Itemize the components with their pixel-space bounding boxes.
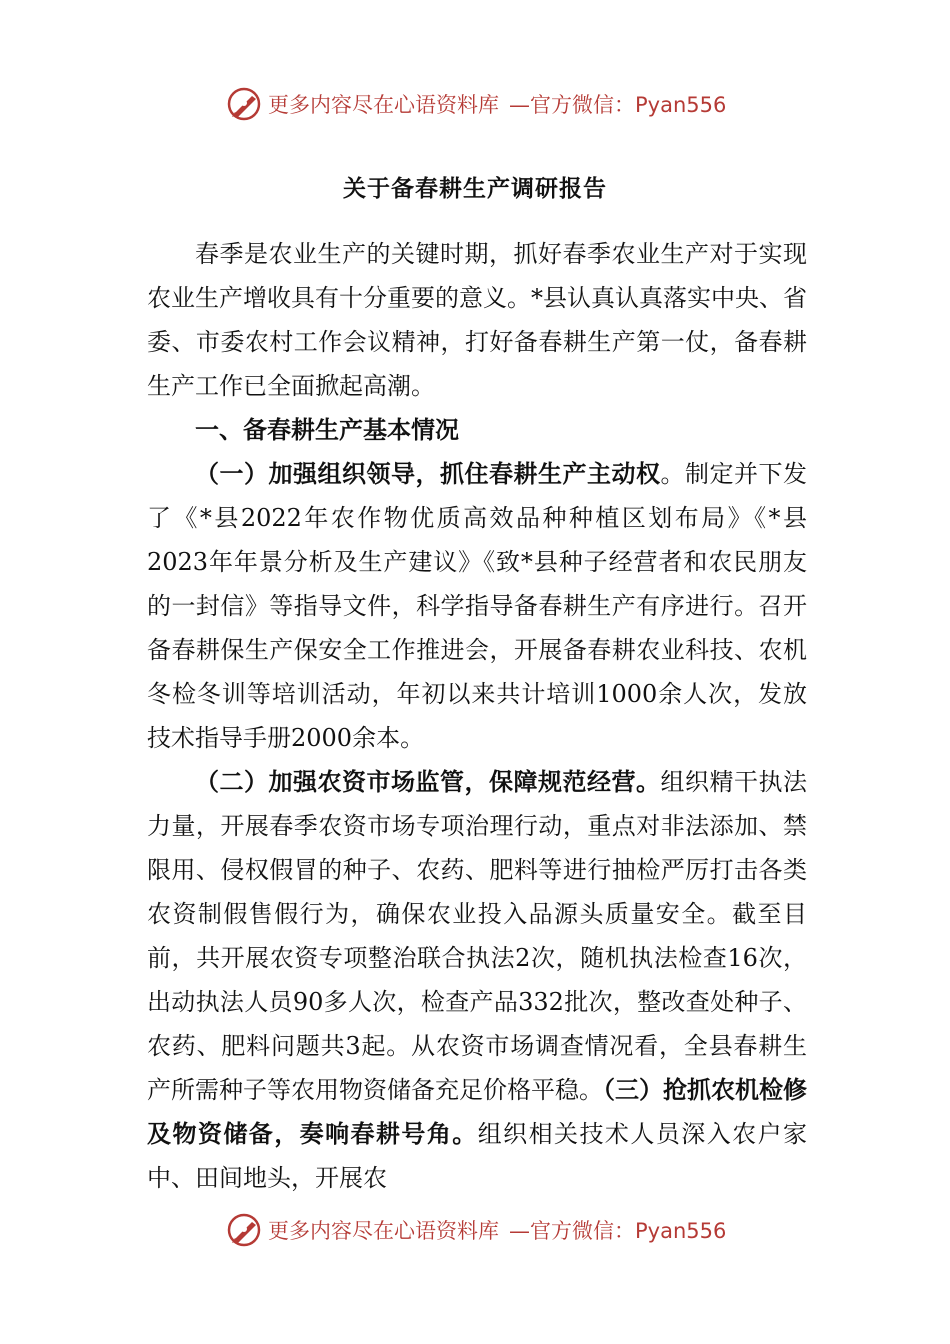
- intro-paragraph: 春季是农业生产的关键时期，抓好春季农业生产对于实现农业生产增收具有十分重要的意义。*县认真认真落实中央、省委、市委农村工作会议精神，打好备春耕生产第一仗，备春耕生产工作已全面掀起高潮。: [147, 240, 807, 400]
- page-title: 关于备春耕生产调研报告: [343, 175, 607, 202]
- paragraph-organization-heading: （一）加强组织领导，抓住春耕生产主动权: [195, 459, 661, 488]
- paragraph-market-text: 组织精干执法力量，开展春季农资市场专项治理行动，重点对非法添加、禁限用、侵权假冒的种子、农药、肥料等进行抽检严厉打击各类农资制假售假行为，确保农业投入品源头质量安全。截至目前，共开展农资专项整治联合执法2次，随机执法检查16次，出动执法人员90多人次，检查产品332批次，整改查处种子、农药、肥料问题共3起。从农资市场调查情况看，全县春耕生产所需种子等农用物资储备充足价格平稳。: [147, 768, 807, 1104]
- section-heading-1: 一、备春耕生产基本情况: [195, 415, 459, 444]
- paragraph-market-heading: （二）加强农资市场监管，保障规范经营。: [195, 767, 661, 796]
- banner-brand: 更多内容尽在心语资料库: [268, 93, 499, 117]
- banner-wechat: —官方微信：Pyan556: [509, 93, 727, 117]
- header-banner: [226, 82, 726, 126]
- document-body: [147, 232, 807, 1200]
- paragraph-organization: [147, 452, 807, 760]
- paragraph-market: [147, 760, 807, 1200]
- banner-brand: 更多内容尽在心语资料库: [268, 1219, 499, 1243]
- footer-banner: [226, 1208, 726, 1252]
- paragraph-machinery-heading: （三）抢抓农机检修及物资储备，奏响春耕号角。: [147, 1075, 807, 1148]
- banner-wechat: —官方微信：Pyan556: [509, 1219, 727, 1243]
- pen-logo-icon: [226, 86, 262, 122]
- paragraph-machinery-text: 组织相关技术人员深入农户家中、田间地头，开展农: [147, 1120, 808, 1192]
- paragraph-organization-text: 。制定并下发了《*县2022年农作物优质高效品种种植区划布局》《*县2023年年景分析及生产建议》《致*县种子经营者和农民朋友的一封信》等指导文件，科学指导备春耕生产有序进行。召开备春耕保生产保安全工作推进会，开展备春耕农业科技、农机冬检冬训等培训活动，年初以来共计培训1000余人次，发放技术指导手册2000余本。: [147, 460, 807, 752]
- pen-logo-icon: [226, 1212, 262, 1248]
